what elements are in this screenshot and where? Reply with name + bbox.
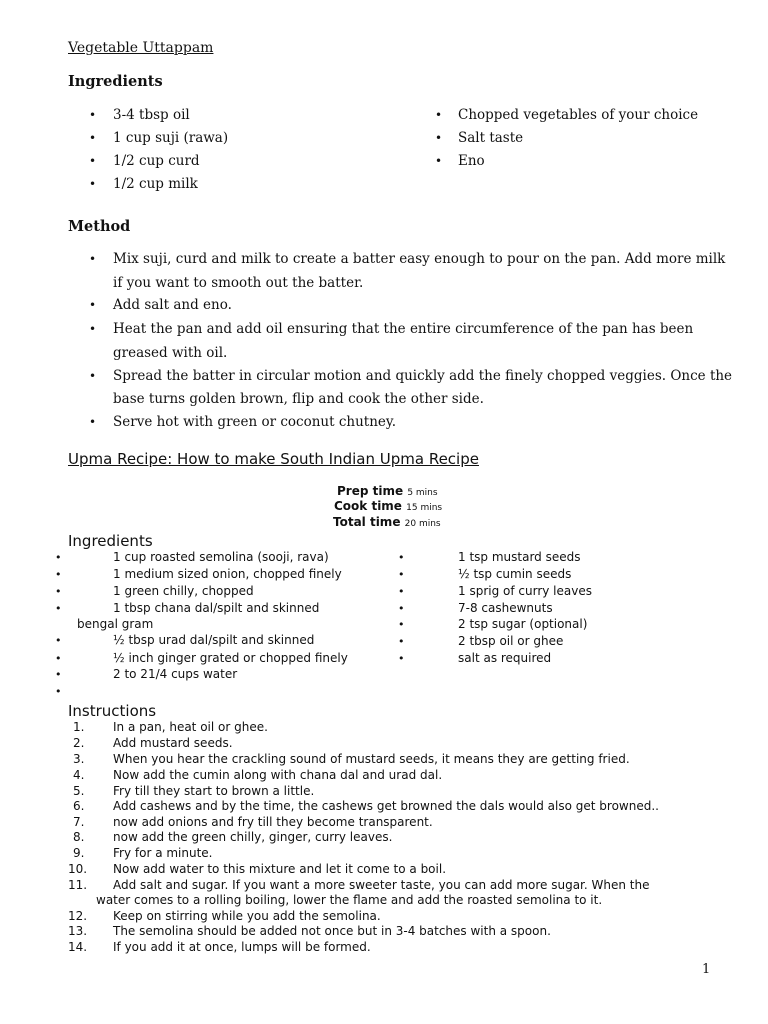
- recipe1-ingredient-right: Eno: [458, 153, 485, 169]
- recipe2-ingredient-right: 2 tsp sugar (optional): [458, 617, 588, 631]
- recipe2-ingredient-right: 2 tbsp oil or ghee: [458, 634, 564, 648]
- bullet-icon: •: [55, 685, 62, 698]
- instruction-step: now add the green chilly, ginger, curry leaves.: [113, 830, 393, 844]
- instruction-step: Add cashews and by the time, the cashews get browned the dals would also get browned..: [113, 799, 659, 813]
- step-number: 10.: [68, 862, 88, 876]
- recipe1-ingredient-left: 3-4 tbsp oil: [113, 107, 190, 123]
- bullet-icon: •: [398, 635, 405, 648]
- bullet-icon: •: [89, 154, 97, 168]
- recipe2-ingredient-right: 7-8 cashewnuts: [458, 601, 553, 615]
- step-number: 3.: [73, 752, 85, 766]
- page-number: 1: [702, 962, 711, 977]
- bullet-icon: •: [435, 131, 443, 145]
- step-number: 7.: [73, 815, 85, 829]
- bullet-icon: •: [398, 551, 405, 564]
- method-step-continued: base turns golden brown, flip and cook the other side.: [113, 391, 484, 407]
- method-step-continued: greased with oil.: [113, 345, 228, 361]
- bullet-icon: •: [55, 668, 62, 681]
- recipe1-ingredient-left: 1/2 cup milk: [113, 176, 198, 192]
- method-step: Add salt and eno.: [113, 297, 232, 313]
- cook-time: [334, 499, 442, 513]
- method-step-continued: if you want to smooth out the batter.: [113, 275, 364, 291]
- recipe2-ingredient-left: 1 cup roasted semolina (sooji, rava): [113, 550, 329, 564]
- bullet-icon: •: [398, 618, 405, 631]
- instruction-step: Fry till they start to brown a little.: [113, 784, 315, 798]
- instruction-step: If you add it at once, lumps will be formed.: [113, 940, 371, 954]
- recipe2-ingredient-right: salt as required: [458, 651, 552, 665]
- instruction-step: Keep on stirring while you add the semolina.: [113, 909, 381, 923]
- step-number: 2.: [73, 736, 85, 750]
- method-step: Serve hot with green or coconut chutney.: [113, 414, 397, 430]
- step-number: 12.: [68, 909, 88, 923]
- recipe1-ingredient-left: 1 cup suji (rawa): [113, 130, 229, 146]
- recipe2-ingredients-heading: Ingredients: [68, 532, 153, 550]
- instruction-step: Now add the cumin along with chana dal and urad dal.: [113, 768, 443, 782]
- recipe2-ingredient-left: ½ tbsp urad dal/spilt and skinned: [113, 633, 315, 647]
- instruction-step: Add mustard seeds.: [113, 736, 233, 750]
- bullet-icon: •: [89, 131, 97, 145]
- instruction-step: now add onions and fry till they become transparent.: [113, 815, 433, 829]
- bullet-icon: •: [55, 551, 62, 564]
- step-number: 13.: [68, 924, 88, 938]
- bullet-icon: •: [398, 568, 405, 581]
- method-step: Heat the pan and add oil ensuring that the entire circumference of the pan has been: [113, 321, 694, 337]
- recipe1-ingredient-right: Chopped vegetables of your choice: [458, 107, 699, 123]
- cook-time-label: Cook time: [334, 499, 402, 513]
- instruction-step: Fry for a minute.: [113, 846, 213, 860]
- bullet-icon: •: [398, 585, 405, 598]
- bullet-icon: •: [89, 369, 97, 383]
- recipe2-title: Upma Recipe: How to make South Indian Upma Recipe: [68, 450, 479, 468]
- bullet-icon: •: [435, 154, 443, 168]
- bullet-icon: •: [435, 108, 443, 122]
- instruction-step: In a pan, heat oil or ghee.: [113, 720, 268, 734]
- method-step: Mix suji, curd and milk to create a batter easy enough to pour on the pan. Add more milk: [113, 251, 726, 267]
- recipe1-ingredient-left: 1/2 cup curd: [113, 153, 200, 169]
- method-step: Spread the batter in circular motion and quickly add the finely chopped veggies. Once the: [113, 368, 733, 384]
- bullet-icon: •: [55, 634, 62, 647]
- bullet-icon: •: [55, 585, 62, 598]
- bullet-icon: •: [398, 652, 405, 665]
- instruction-step: Add salt and sugar. If you want a more sweeter taste, you can add more sugar. When the: [113, 878, 650, 892]
- prep-time-value: 5 mins: [407, 488, 438, 498]
- recipe1-ingredient-right: Salt taste: [458, 130, 524, 146]
- recipe2-ingredient-left: 2 to 21/4 cups water: [113, 667, 238, 681]
- instruction-step: Now add water to this mixture and let it come to a boil.: [113, 862, 447, 876]
- bullet-icon: •: [89, 177, 97, 191]
- step-number: 11.: [68, 878, 88, 892]
- instruction-step-continued: water comes to a rolling boiling, lower the flame and add the roasted semolina to it.: [96, 893, 603, 907]
- bullet-icon: •: [89, 415, 97, 429]
- bullet-icon: •: [89, 252, 97, 266]
- step-number: 6.: [73, 799, 85, 813]
- bullet-icon: •: [89, 108, 97, 122]
- step-number: 9.: [73, 846, 85, 860]
- bullet-icon: •: [89, 298, 97, 312]
- bullet-icon: •: [55, 652, 62, 665]
- recipe2-ingredient-right: 1 sprig of curry leaves: [458, 584, 592, 598]
- recipe1-ingredients-heading: Ingredients: [68, 73, 163, 90]
- total-time: [333, 515, 441, 529]
- recipe2-ingredient-left: 1 green chilly, chopped: [113, 584, 254, 598]
- recipe1-method-heading: Method: [68, 218, 131, 235]
- cook-time-value: 15 mins: [406, 503, 443, 513]
- step-number: 1.: [73, 720, 85, 734]
- prep-time: [337, 484, 438, 498]
- total-time-label: Total time: [333, 515, 401, 529]
- recipe2-ingredient-right: ½ tsp cumin seeds: [458, 567, 572, 581]
- recipe1-title: Vegetable Uttappam: [68, 40, 214, 56]
- prep-time-label: Prep time: [337, 484, 404, 498]
- step-number: 14.: [68, 940, 88, 954]
- recipe2-ingredient-left: 1 tbsp chana dal/spilt and skinned: [113, 601, 320, 615]
- recipe2-ingredient-continued: bengal gram: [77, 617, 154, 631]
- recipe2-ingredient-left: 1 medium sized onion, chopped finely: [113, 567, 342, 581]
- step-number: 8.: [73, 830, 85, 844]
- recipe2-ingredient-right: 1 tsp mustard seeds: [458, 550, 581, 564]
- bullet-icon: •: [55, 602, 62, 615]
- step-number: 4.: [73, 768, 85, 782]
- bullet-icon: •: [398, 602, 405, 615]
- instruction-step: The semolina should be added not once but in 3-4 batches with a spoon.: [113, 924, 551, 938]
- instruction-step: When you hear the crackling sound of mustard seeds, it means they are getting fried.: [113, 752, 630, 766]
- bullet-icon: •: [55, 568, 62, 581]
- step-number: 5.: [73, 784, 85, 798]
- recipe2-instructions-heading: Instructions: [68, 702, 157, 720]
- bullet-icon: •: [89, 322, 97, 336]
- recipe2-ingredient-left: ½ inch ginger grated or chopped finely: [113, 651, 348, 665]
- total-time-value: 20 mins: [404, 519, 441, 529]
